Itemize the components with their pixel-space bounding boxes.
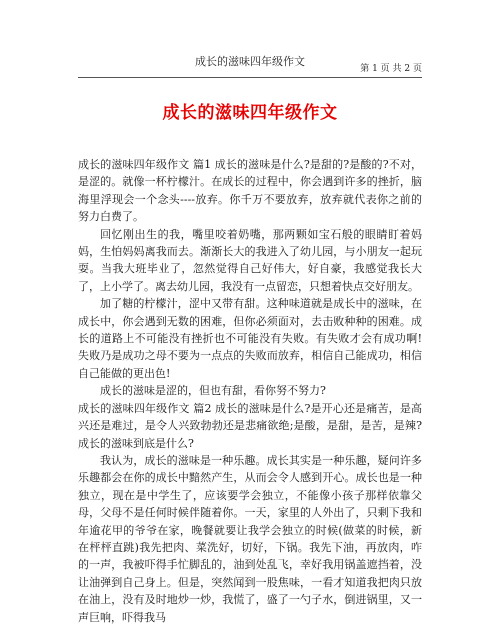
paragraph: 成长的滋味四年级作文 篇2 成长的滋味是什么?是开心还是痛苦，是高兴还是难过，是令人兴致勃勃还是悲痛欲绝;是酸，是甜，是苦，是辣?成长的滋味到底是什么? (78, 401, 422, 450)
paragraph: 成长的滋味四年级作文 篇1 成长的滋味是什么?是甜的?是酸的?不对，是涩的。就像一杯柠檬汁。在成长的过程中，你会遇到许多的挫折，脑海里浮现会一个念头----放弃。你千万不要放弃，放弃就代表你之前的努力白费了。 (78, 158, 422, 224)
paragraph: 加了糖的柠檬汁，涩中又带有甜。这种味道就是成长中的滋味，在成长中，你会遇到无数的困难，但你必须面对，去击败种种的困难。成长的道路上不可能没有挫折也不可能没有失败。有失败才会有成功啊!失败乃是成功之母不要为一点点的失败而放弃，相信自己能成功，相信自己能做的更出色! (78, 297, 422, 380)
paragraph: 成长的滋味是涩的，但也有甜，看你努不努力? (100, 384, 326, 398)
document-body (78, 156, 422, 626)
running-header-title: 成长的滋味四年级作文 (195, 55, 305, 68)
page-number: 第 1 页 共 2 页 (360, 64, 422, 74)
document-title: 成长的滋味四年级作文 (162, 103, 338, 123)
paragraph: 我认为，成长的滋味是一种乐趣。成长其实是一种乐趣，疑问许多乐趣都会在你的成长中黯然产生，从而会令人感到开心。成长也是一种独立，现在是中学生了，应该要学会独立，不能像小孩子那样依靠父母，父母不是任何时候伴随着你。一天，家里的人外出了，只剩下我和年逾花甲的爷爷在家，晚餐就要让我学会独立的时候(做菜的时候，新在枰枰直跳)我先把肉、菜洗好，切好，下锅。我先下油，再放肉，咋的一声，我被吓得手忙脚乱的，油到处乱飞，幸好我用锅盖遮挡着，没让油弹到自己身上。但是，突然闻到一股焦味，一看才知道我把肉只放在油上，没有及时地炒一炒，我慌了，盛了一勺子水，倒进锅里，又一声巨响，吓得我马 (78, 453, 422, 624)
paragraph: 回忆刚出生的我，嘴里咬着奶嘴，那两颗如宝石般的眼睛盯着妈妈，生怕妈妈离我而去。渐渐长大的我进入了幼儿园，与小朋友一起玩耍。当我大班毕业了，忽然觉得自己好伟大，好自豪，我感觉我长大了，上小学了。离去幼儿园，我没有一点留恋，只想着快点交好朋友。 (78, 227, 422, 293)
header-divider (78, 77, 422, 78)
